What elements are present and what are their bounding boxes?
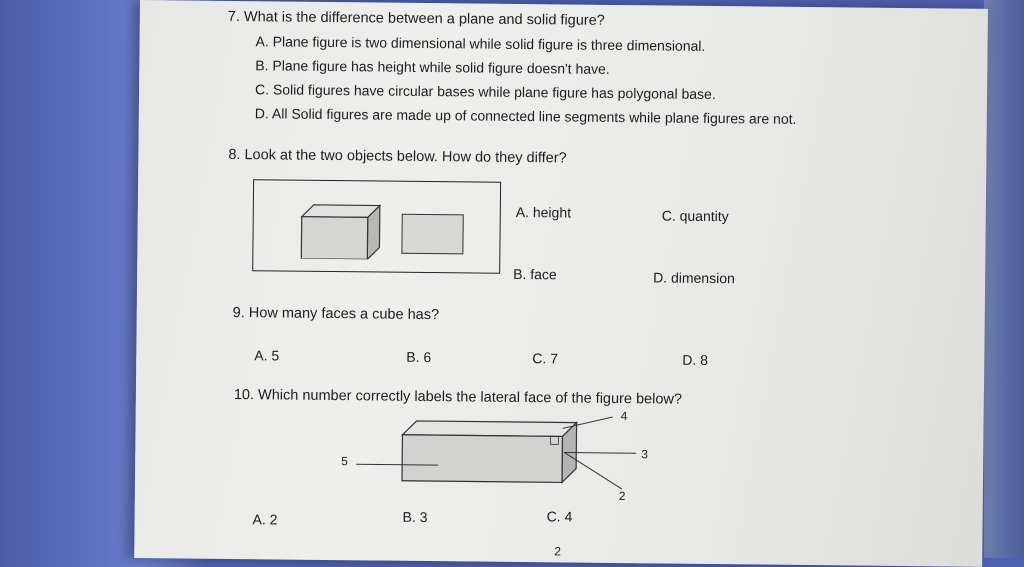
cube-drawing-icon [299, 203, 382, 260]
question-7-option-b: B. Plane figure has height while solid figure doesn't have. [255, 57, 610, 77]
question-9-option-a: A. 5 [254, 347, 280, 364]
question-9-stem: 9. How many faces a cube has? [232, 304, 440, 324]
prism-label-bottom: 2 [618, 489, 626, 504]
page-number: 2 [554, 544, 562, 559]
prism-label-left: 5 [341, 454, 348, 469]
question-9-option-d: D. 8 [682, 351, 709, 368]
question-10-option-b: B. 3 [402, 508, 428, 526]
question-8-stem: 8. Look at the two objects below. How do they differ? [228, 146, 567, 167]
question-9-option-c: C. 7 [532, 350, 559, 367]
question-8-figure [252, 179, 501, 274]
question-7-option-c: C. Solid figures have circular bases while plane figure has polygonal base. [254, 81, 716, 103]
prism-label-right: 3 [641, 447, 649, 462]
worksheet-page [134, 0, 988, 567]
question-7-stem: 7. What is the difference between a plane and solid figure? [227, 8, 605, 29]
question-10-option-a: A. 2 [252, 511, 278, 528]
question-9-option-b: B. 6 [406, 348, 432, 366]
square-face-drawing [401, 214, 463, 255]
question-8-option-a: A. height [515, 203, 572, 221]
question-8-option-d: D. dimension [653, 269, 735, 287]
label-leader-lines [350, 406, 651, 499]
question-7-option-d: D. All Solid figures are made up of connected line segments while plane figures are not. [254, 105, 797, 127]
question-8-option-c: C. quantity [661, 207, 729, 225]
question-10-option-c: C. 4 [546, 508, 573, 525]
prism-label-top: 4 [620, 409, 628, 424]
question-8-option-b: B. face [513, 265, 557, 283]
background-cloth-right [984, 0, 1024, 558]
question-7-option-a: A. Plane figure is two dimensional while solid figure is three dimensional. [255, 33, 706, 54]
question-10-stem: 10. Which number correctly labels the lateral face of the figure below? [233, 387, 683, 408]
